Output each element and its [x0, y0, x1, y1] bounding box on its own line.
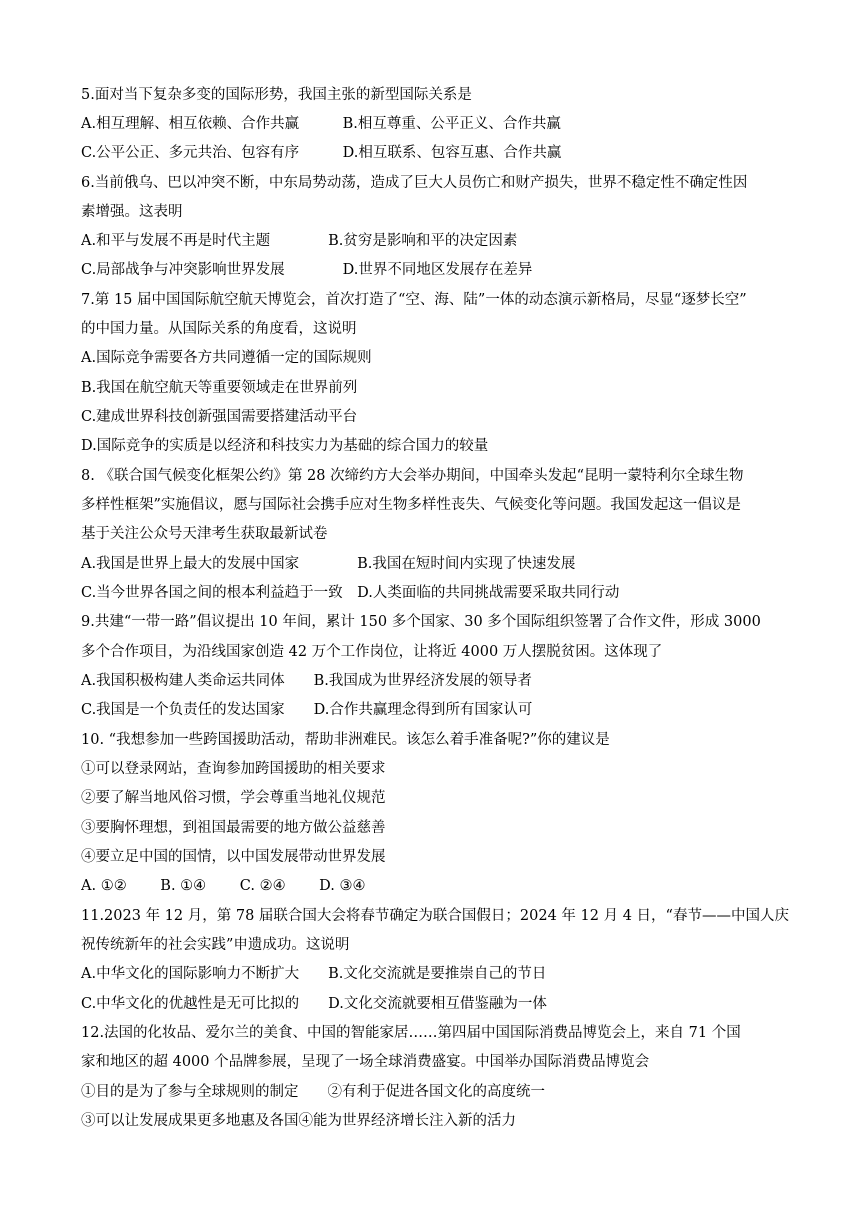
- q6-options-ab: A.和平与发展不再是时代主题 B.贫穷是影响和平的决定因素: [81, 233, 518, 249]
- q10-stem: 10. “我想参加一些跨国援助活动，帮助非洲难民。该怎么着手准备呢?”你的建议是: [81, 732, 610, 748]
- q7-option-c: C.建成世界科技创新强国需要搭建活动平台: [81, 409, 358, 425]
- q11-stem-line2: 祝传统新年的社会实践”申遗成功。这说明: [81, 937, 350, 953]
- q5-stem: 5.面对当下复杂多变的国际形势，我国主张的新型国际关系是: [81, 87, 472, 103]
- q9-stem-line2: 多个合作项目，为沿线国家创造 42 万个工作岗位，让将近 4000 万人摆脱贫困。这体现了: [81, 644, 663, 660]
- q10-options: A. ①② B. ①④ C. ②④ D. ③④: [81, 878, 366, 894]
- q8-options-ab: A.我国是世界上最大的发展中国家 B.我国在短时间内实现了快速发展: [81, 556, 576, 572]
- q7-stem-line1: 7.第 15 届中国国际航空航天博览会，首次打造了“空、海、陆”一体的动态演示新格局，尽显“逐梦长空”: [81, 292, 747, 308]
- q9-options-ab: A.我国积极构建人类命运共同体 B.我国成为世界经济发展的领导者: [81, 673, 532, 689]
- q7-stem-line2: 的中国力量。从国际关系的角度看，这说明: [81, 321, 357, 337]
- q6-options-cd: C.局部战争与冲突影响世界发展 D.世界不同地区发展存在差异: [81, 262, 533, 278]
- q5-options-ab: A.相互理解、相互依赖、合作共赢 B.相互尊重、公平正义、合作共赢: [81, 116, 561, 132]
- q10-item-4: ④要立足中国的国情，以中国发展带动世界发展: [81, 849, 386, 865]
- q11-stem-line1: 11.2023 年 12 月，第 78 届联合国大会将春节确定为联合国假日；2024 年 12 月 4 日，“春节——中国人庆: [81, 908, 789, 924]
- q11-options-cd: C.中华文化的优越性是无可比拟的 D.文化交流就要相互借鉴融为一体: [81, 996, 547, 1012]
- q12-items-34: ③可以让发展成果更多地惠及各国④能为世界经济增长注入新的活力: [81, 1113, 516, 1129]
- q9-options-cd: C.我国是一个负责任的发达国家 D.合作共赢理念得到所有国家认可: [81, 702, 533, 718]
- q10-item-3: ③要胸怀理想，到祖国最需要的地方做公益慈善: [81, 820, 386, 836]
- q5-options-cd: C.公平公正、多元共治、包容有序 D.相互联系、包容互惠、合作共赢: [81, 145, 562, 161]
- q12-items-12: ①目的是为了参与全球规则的制定 ②有利于促进各国文化的高度统一: [81, 1084, 545, 1100]
- q8-stem-line3: 基于关注公众号天津考生获取最新试卷: [81, 526, 328, 542]
- q9-stem-line1: 9.共建“一带一路”倡议提出 10 年间，累计 150 多个国家、30 多个国际组织签署了合作文件，形成 3000: [81, 614, 761, 630]
- q12-stem-line1: 12.法国的化妆品、爱尔兰的美食、中国的智能家居……第四届中国国际消费品博览会上，来自 71 个国: [81, 1025, 741, 1041]
- q7-option-a: A.国际竞争需要各方共同遵循一定的国际规则: [81, 350, 372, 366]
- q10-item-1: ①可以登录网站，查询参加跨国援助的相关要求: [81, 761, 386, 777]
- q11-options-ab: A.中华文化的国际影响力不断扩大 B.文化交流就是要推崇自己的节日: [81, 966, 547, 982]
- q7-option-b: B.我国在航空航天等重要领域走在世界前列: [81, 380, 358, 396]
- q8-options-cd: C.当今世界各国之间的根本利益趋于一致 D.人类面临的共同挑战需要采取共同行动: [81, 585, 620, 601]
- q8-stem-line2: 多样性框架”实施倡议，愿与国际社会携手应对生物多样性丧失、气候变化等问题。我国发起这一倡议是: [81, 497, 741, 513]
- q6-stem-line2: 素增强。这表明: [81, 204, 183, 220]
- q10-item-2: ②要了解当地风俗习惯，学会尊重当地礼仪规范: [81, 790, 386, 806]
- q8-stem-line1: 8. 《联合国气候变化框架公约》第 28 次缔约方大会举办期间，中国牵头发起“昆明一蒙特利尔全球生物: [81, 468, 744, 484]
- q12-stem-line2: 家和地区的超 4000 个品牌参展，呈现了一场全球消费盛宴。中国举办国际消费品博览会: [81, 1054, 650, 1070]
- q6-stem-line1: 6.当前俄乌、巴以冲突不断，中东局势动荡，造成了巨大人员伤亡和财产损失，世界不稳定性不确定性因: [81, 175, 748, 191]
- q7-option-d: D.国际竞争的实质是以经济和科技实力为基础的综合国力的较量: [81, 438, 489, 454]
